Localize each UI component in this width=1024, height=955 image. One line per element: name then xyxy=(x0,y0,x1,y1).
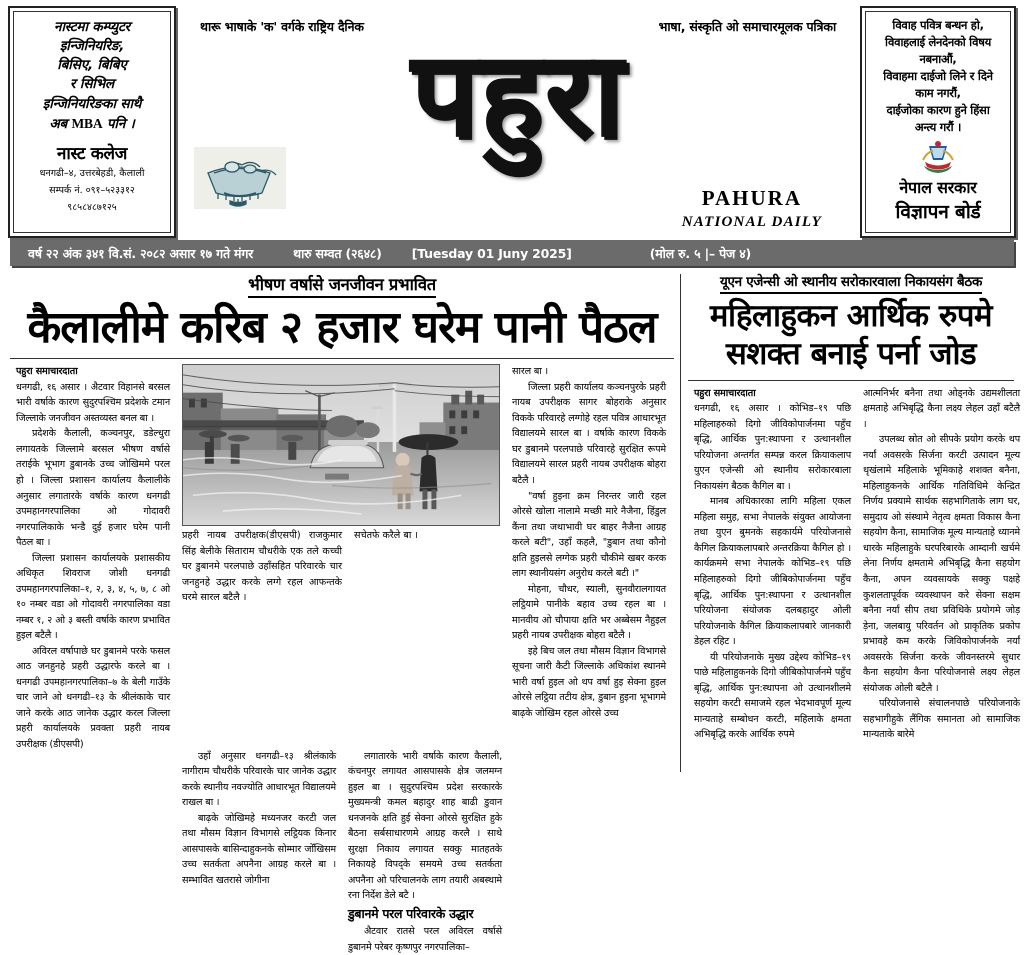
gov-ad-line-1: विवाह पवित्र बन्धन हो, xyxy=(892,18,984,32)
issue-info-bar xyxy=(10,240,1014,266)
left-ad-mba-line xyxy=(18,114,166,134)
second-c1-p3: यी परियोजनाके मुख्य उद्देश्य कोभिड–१९ पाछे महिलाहुकनके दिगो जीबिकोपार्जनमे पहुँच बृद्धि, आर्थिक पुन:स्थापना ओ उत्थानशीलमे सहयोग करटी समाजमे रहल भेदभावपूर्ण मूल्य मान्यताहे सम्बोधन करटी, महिलाके क्षमता अभिबृद्धि करके आर्थिक रुपमे xyxy=(694,651,851,741)
lead-c4-p3: "वर्षा हुइना क्रम निरन्तर जारी रहल ओरसे खोला नालामे मच्छी मारे नैजैना, हिंडुल कैंना तथा जथाभावी घर बाहर नैजैना आग्रह करले बटी", उहाँ कहलै, "डुबान तथा कौनो क्षति हुइलसे लग्गेक प्रहरी चौकीमे खबर करक लाग स्थानीयसंग अनुरोध करले बटी ।" xyxy=(512,490,666,580)
second-kicker-text: यूएन एजेन्सी ओ स्थानीय सरोकारवाला निकायसंग बैठक xyxy=(720,274,982,294)
left-advertisement[interactable] xyxy=(8,6,176,238)
basket-emblem-icon xyxy=(194,147,286,209)
lead-story xyxy=(10,272,674,953)
photo-caption-row xyxy=(182,526,500,606)
second-headline-rule xyxy=(688,380,1014,381)
second-c2-p1: आत्मनिर्भर बनैना तथा ओड्नके उद्यमशीलता क्षमताहे अभिबृद्धि कैना लक्ष्य लेहल उहाँ बटैलै । xyxy=(863,387,1020,430)
lead-c3-p2: अैटवार रातसे परल अविरल वर्षासे डुबानमे परेबर कृष्णपुर नगरपालिका– xyxy=(348,926,502,953)
tagline-left: थारू भाषाके 'क' वर्गके राष्ट्रिय दैनिक xyxy=(200,19,364,34)
left-ad-line-5: इन्जिनियरिङका साथै xyxy=(42,95,142,112)
gov-ad-line-3: नबनाऔं, xyxy=(919,52,957,67)
lead-photo-block xyxy=(176,364,506,752)
second-c2-p2: उपलब्ध स्रोत ओ सीपके प्रयोग करके थप नर्यां अवसरके सिर्जना करटी उत्पादन मूल्य थृखंलामे महिलाके भूमिकाहे शशक्त बनैना, महिलाहुकनके आर्थिक गतिविधिमे केन्द्रित निर्णय प्रक्यामे सार्थक सहभागिताके लाग घर, समुदाय ओ संस्थामे नेतृत्व क्षमता विकास कैना सहयोग कैना, सामाजिक मूल्य मान्यताहे ध्यानमे धारके महिलाहुके घरपरिबारके आम्दानी खर्चमे लेना निर्णय क्षमतामे अभिबृद्धि कैना सहयोग कैना, अपन व्यवसायके सक्कु पक्षहे कुशलतापूर्वक व्यवस्थापन करे सेक्ना सक्षम बनैना नर्यां सीप तथा प्रविधिके प्रयोगमे जोड़ ड़ेना, जलबायु परिवर्तन ओ प्राकृतिक प्रकोप प्रभावहे कम करके जिविकोपार्जनके नर्यां अवसरके सिर्जना करके जीवनस्तरमे सुधार कैना सहयोग कैना परियोजनासे लक्ष्य लेहल संयोजक ओली बटैलै । xyxy=(863,434,1020,694)
left-ad-inner xyxy=(13,11,171,233)
gov-ad-line-2: विवाहलाई लेनदेनको विषय xyxy=(885,35,991,50)
lead-c4-p2: जिल्ला प्रहरी कार्यालय कञ्चनपुरके प्रहरी नायब उपरीक्षक सागर बोहराके अनुसार विकके परिवारहे लग्गोहे रहल पवित्र आधारभूत विद्यालयमे सारल बा । वर्षाके कारण विकके घर डुबानमे परलपाछे परिवारहे सुरक्षित रूपमे विद्यालयमे सारल प्रहरी नायब उपरीक्षक बोहरा बटैलै । xyxy=(512,381,666,486)
roman-title: PAHURA xyxy=(701,186,802,210)
photo-caption-right: सचेतफे करैले बा । xyxy=(354,530,418,542)
lead-headline-rule xyxy=(10,358,674,359)
photo-caption-left: प्रहरी नायब उपरीक्षक(डीएसपी) राजकुमार सिंह बेलीके सिताराम चौधरीके एक तले कच्ची घर डुबानमे परलपाछे उहाँसहित परिवारके चार जनहुनहे उद्धार करके लग्गे रहल आफन्तके घरमे सारल बटैलै । xyxy=(182,530,342,604)
mba-label: MBA xyxy=(71,115,103,131)
lead-column-4 xyxy=(506,364,672,752)
left-ad-line-2: इन्जिनियरिङ, xyxy=(59,38,125,55)
second-column-2 xyxy=(857,386,1024,743)
lead-story-lower-columns xyxy=(10,749,674,955)
lead-c4-p5: इहे बिच जल तथा मौसम विज्ञान विभागसे सूचना जारी कैटी जिल्लाके अधिकांश स्थानमे भारी वर्षा हुइल ओ थप वर्षा हुइ सेक्ना हुइल ओरसे लट्ठिया तटीय क्षेत्र, डुबान हुइना भूभागमे बाढ़के जोखिम रहल ओरसे उच्च xyxy=(512,645,666,719)
lead-c1-p2: प्रदेशके कैलाली, कञ्चनपुर, डडेल्धुरा लगायतके जिल्लामे बरसल भीषण वर्षासे तराईके भूभाग डुबानके उच्च जोखिममे परल हो । जिल्ला प्रशासन कार्यालय कैलालीके अनुसार लगातारके वर्षाके कारण धनगढी उपमहानगरपालिका ओ गोदावरी नगरपालिकाके भन्डै दुई हजार घरेम पानी पैठल बा । xyxy=(16,428,170,549)
lead-column-2 xyxy=(176,749,342,955)
lead-c2-p1: उहाँ अनुसार धनगढी–१३ श्रीलंकाके नागीराम चौधरीके परिवारके चार जानेक उद्धार करके स्थानीय नवज्योति आधारभूत विद्यालयमे राखल बा । xyxy=(182,750,336,809)
content-area xyxy=(0,272,1024,953)
gov-ad-line-7: अन्त्य गरौं । xyxy=(914,120,962,135)
second-c2-p3: परियोजनासे संचालनपाछे परियोजनाके सहभागीहुके लैंगिक समानता ओ सामाजिक मान्यताके बारेमे xyxy=(863,698,1020,741)
gov-org-line-1: नेपाल सरकार xyxy=(899,178,977,198)
second-c1-p2: मानब अधिकारका लागि महिला एकल महिला समुह, सभा नेपालके संयुक्त आयोजना तथा युएन बुमनके सहकार्यमे परियोजनासे कैगिल क्रियाकलापबारे अन्तरक्रिया कैगिल हो । कार्यक्रममे सभा नेपालके कोभिड–१९ पछि महिलाहरुको दिगो जीबिकोपार्जनमा पहुँच बृद्धि, आर्थिक पुन:स्थापना र उत्थानशील परियोजना संयोजक दलबहादुर ओली परियोजनाके कैगिल क्रियाकलापबारे जानकारी डेहल रहिट । xyxy=(694,496,851,648)
issue-volume-date: वर्ष २२ अंक ३४१ वि.सं. २०८२ असार १७ गते मंगर xyxy=(28,245,254,261)
left-ad-phone: ९८५८४८७१२५ xyxy=(67,202,117,214)
lead-story-columns xyxy=(10,364,674,752)
left-ad-line-1: नास्टमा कम्प्युटर xyxy=(53,19,130,35)
gov-ad-line-4: विवाहमा दाईजो लिने र दिने xyxy=(883,69,993,84)
gregorian-date: [Tuesday 01 Juny 2025] xyxy=(411,245,572,261)
left-ad-line-4: र सिभिल xyxy=(70,76,114,93)
gov-org-line-2: विज्ञापन बोर्ड xyxy=(895,201,981,224)
roman-nameplate xyxy=(682,186,822,231)
gov-ad-line-5: काम नगरौं, xyxy=(915,86,961,101)
roman-subtitle: NATIONAL DAILY xyxy=(681,214,822,230)
lead-kicker-text: भीषण वर्षासे जनजीवन प्रभावित xyxy=(248,275,436,298)
left-ad-line-3: बिसिए, बिबिए xyxy=(57,57,127,74)
tharu-era-date: थारु सम्वत (२६४८) xyxy=(293,245,382,261)
government-advertisement[interactable] xyxy=(860,6,1016,238)
lead-c1-p1: धनगढी, १६ असार । अैटवार विहानसे बरसल भारी वर्षाके कारण सुदुरपश्चिम प्रदेशके टमान जिल्लाके जनजीवन अस्तव्यस्त बनल बा । xyxy=(16,381,170,424)
left-ad-contact: सम्पर्क नं. ०९१–५२३३१२ xyxy=(49,185,135,197)
left-ad-brand: नास्ट कलेज xyxy=(56,143,128,164)
left-ad-address: धनगढी–४, उत्तरबेहडी, कैलाली xyxy=(39,167,145,179)
masthead xyxy=(0,0,1024,238)
second-story-columns xyxy=(688,386,1020,743)
lead-column-3 xyxy=(342,749,508,955)
lead-c2-p2: बाढ़के जोखिमहे मध्यनजर करटी जल तथा मौसम विज्ञान विभागसे लट्ठियक किनार आसपासके बासिन्दाहुकनके सोम्मार जोँखिसम उच्च सतर्कता अपनैना आग्रह करले बा । सम्भावित खतरासे जोगीना xyxy=(182,812,336,886)
lead-story-headline[interactable]: कैलालीमे करिब २ हजार घरेम पानी पैठल xyxy=(27,302,657,353)
lead-c1-p3: जिल्ला प्रशासन कार्यालयके प्रशासकीय अधिकृत शिवराज जोशी धनगढी उपमहानगरपालिका–१, २, ३, ४, ५, ७, ८ ओ १० नम्बर वडा ओ गोदावरी नगरपालिका वडा नम्बर १, २ ओ ३ बस्ती वर्षाके कारण प्रभावित हुइल बटैलै । xyxy=(16,552,170,642)
lead-c3-p1: लगातारके भारी वर्षाके कारण कैलाली, कंचनपुर लगायत आसपासके क्षेत्र जलमग्न हुइल बा । सुदुरपश्चिम प्रदेश सरकारके मुख्यमन्त्री कमल बहादुर शाह बाढी डुवान धनजनके क्षति हुई सेक्ना ओरसे सुरक्षित हुके बैठना सर्बसाधारणमे आग्रह करलै । साथे सुरक्षा निकाय लगायत सक्कु मातहतके निकायहे विपद्के समयमे उच्च सतर्कता अपनैना ओ परिचालनके लाग तयारी अबस्थामे रना निर्देश डेले बटै । xyxy=(348,750,502,902)
masthead-center xyxy=(176,6,860,238)
gov-ad-line-6: दाईजोका कारण हुने हिंसा xyxy=(886,103,990,118)
lead-c4-p1: सारल बा । xyxy=(512,366,549,378)
second-column-1 xyxy=(688,386,857,743)
lead-column-1 xyxy=(10,364,176,752)
lead-story-kicker xyxy=(10,272,674,297)
newspaper-logo-title: पहुरा xyxy=(410,25,626,163)
tagline-right: भाषा, संस्कृति ओ समाचारमूलक पत्रिका xyxy=(658,19,836,34)
mba-prefix: अब xyxy=(49,115,72,132)
lead-c3-subhead: डुबानमे परल परिवारके उद्धार xyxy=(348,905,474,921)
lead-c1-p4: अविरल वर्षापाछे घर डुबानमे परके फसल आठ जनहुनहे प्रहरी उद्धारफे करले बा । धनगढी उपमहानगरपालिका–७ के बेली गाउँके चार जाने ओ धनगढी–१३ के श्रीलंकाके चार जाने करके आठ जानेक उद्धार करल जिल्ला प्रहरी कार्यालयके प्रवक्ता प्रहरी नायब उपरीक्षक (डीएसपी) xyxy=(16,645,170,751)
second-byline: पहुरा समाचारदाता xyxy=(694,387,756,399)
price-and-pages: (मोल रु. ५ |– पेज ४) xyxy=(649,245,752,261)
section-divider xyxy=(680,274,682,772)
second-story-kicker xyxy=(688,272,1014,292)
gov-ad-inner xyxy=(865,11,1011,233)
lead-byline: पहुरा समाचारदाता xyxy=(16,366,78,378)
lead-c4-p4: मोहना, चौधर, स्याली, सुनवौरालगायत लट्ठियामे पानीके बहाव उच्च रहल बा । मानवीय ओ चौपाया क्षति भर अब्बेसम नैहुइल प्रहरी नायब उपरीक्षक बोहरा बटैलै । xyxy=(512,583,666,642)
flooded-street-photo xyxy=(182,364,500,526)
mba-suffix: पनि । xyxy=(102,115,135,132)
second-c1-p1: धनगढी, १६ असार । कोभिड–१९ पछि महिलाहरुको दिगो जीविकोपार्जनमा पहुँच बृद्धि, आर्थिक पुन:स्थापना र उत्थानशील परियोजना अन्तर्गत सम्पन्न करल क्रियाकलाप युएन एजेन्सी ओ स्थानीय सरोकारबाला निकायसंग बैठक कैगिल बा । xyxy=(694,403,851,492)
second-story-headline-line1[interactable]: महिलाहुकन आर्थिक रुपमे xyxy=(709,298,993,334)
second-story xyxy=(688,272,1020,772)
nepal-government-emblem-icon xyxy=(918,140,958,174)
second-story-headline-line2[interactable]: सशक्त बनाई पर्ना जोड xyxy=(725,335,977,372)
